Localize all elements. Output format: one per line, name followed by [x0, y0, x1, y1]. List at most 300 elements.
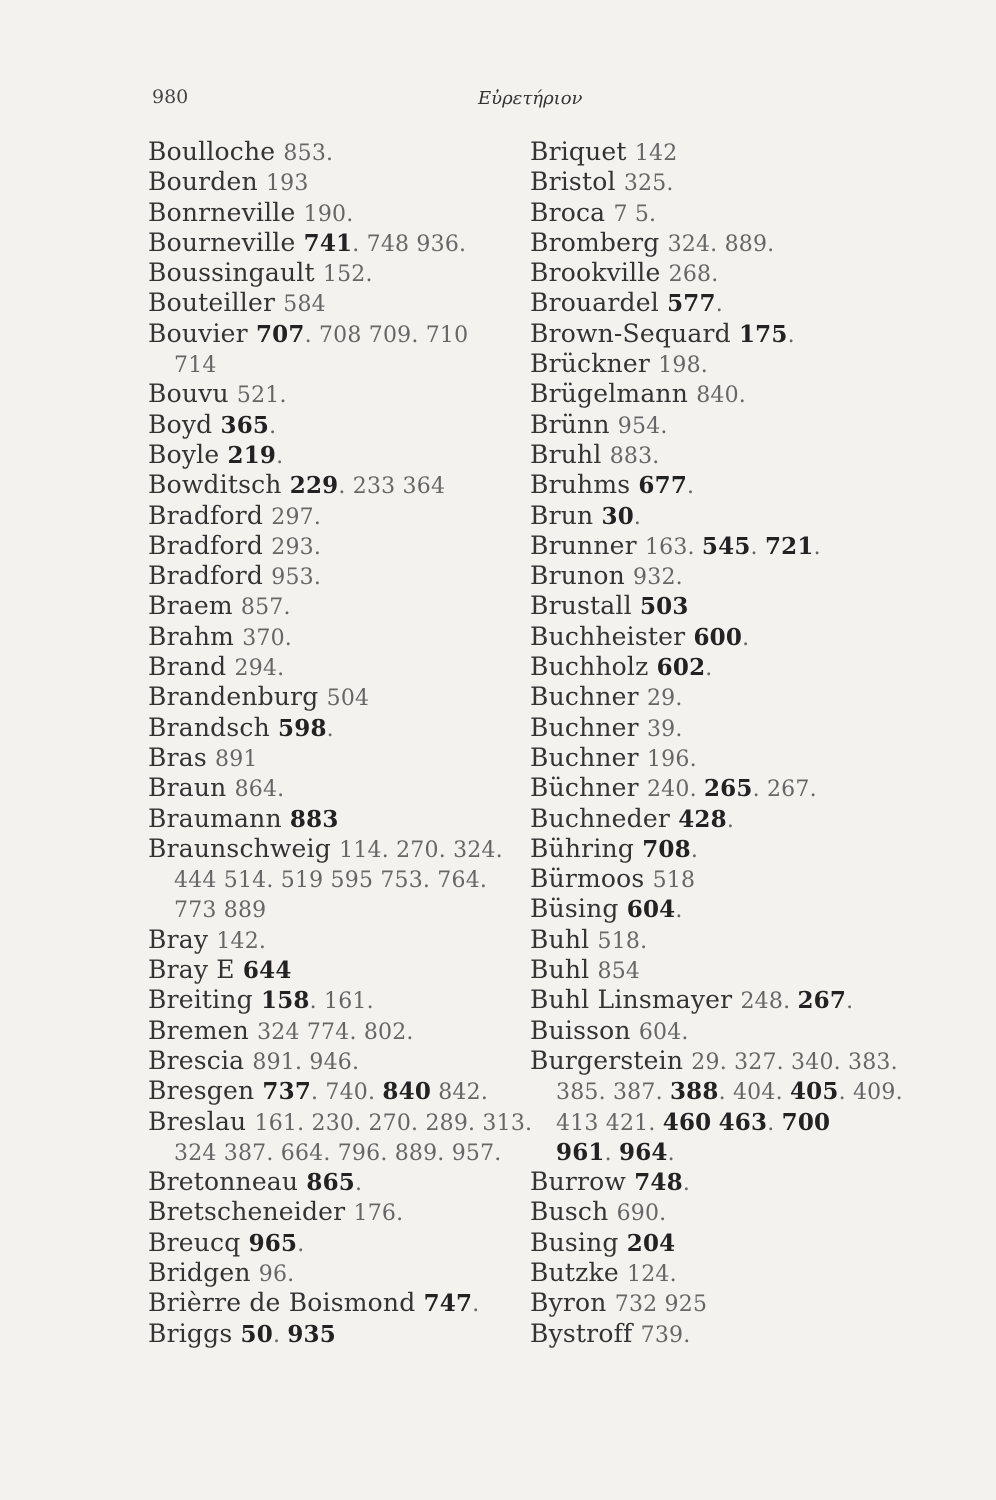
index-entry-name: Brièrre de Boismond: [148, 1288, 416, 1318]
page-ref: .: [787, 322, 795, 348]
page-ref: 161. 230. 270. 289. 313.: [254, 1110, 533, 1136]
index-entry: [530, 289, 940, 319]
index-entry-name: Braunschweig: [148, 833, 331, 863]
page-ref: .: [326, 716, 334, 742]
page-ref: 324. 889.: [667, 231, 775, 257]
index-entry: [530, 774, 940, 804]
index-entry: [148, 259, 518, 289]
index-entry-name: Bradford: [148, 500, 264, 530]
index-entry-page-refs: [174, 1141, 501, 1166]
index-entry-name: Bray E: [148, 955, 235, 985]
page-ref: 932.: [633, 565, 683, 591]
index-entry-page-refs: [667, 292, 723, 317]
index-entry-page-refs: [174, 868, 487, 893]
index-entry-page-refs: [241, 595, 291, 620]
page-ref: . 748 936.: [352, 231, 467, 257]
page-ref: 324 774. 802.: [257, 1019, 414, 1045]
index-entry-name: Bradford: [148, 561, 264, 591]
index-entry-page-refs: [653, 868, 696, 893]
index-entry: [530, 683, 940, 713]
index-entry-name: Buhl Linsmayer: [530, 985, 733, 1015]
index-entry-page-refs: [658, 353, 708, 378]
page-ref: 297.: [271, 504, 322, 530]
index-entry: [530, 350, 940, 380]
index-entry-page-refs: [691, 1050, 898, 1075]
page-ref-primary: 644: [242, 957, 292, 985]
index-entry: [530, 320, 940, 350]
index-entry: [148, 229, 518, 259]
index-entry-name: Boulloche: [148, 137, 276, 166]
index-entry-name: Bras: [148, 742, 207, 772]
index-entry-name: Breslau: [148, 1106, 247, 1136]
index-entry-name: Brandenburg: [148, 682, 319, 712]
page-ref-primary: 365: [220, 411, 270, 439]
index-entry: [148, 441, 518, 471]
page-ref-primary: 600: [693, 623, 743, 651]
page-ref: .: [742, 625, 750, 651]
page-ref-primary: 405: [789, 1078, 839, 1106]
page-ref: 29.: [646, 686, 683, 712]
index-entry-name: Brahm: [148, 621, 235, 651]
page-ref-primary: 961: [556, 1138, 605, 1166]
index-entry-page-refs: [693, 623, 750, 651]
page-ref-primary: 158: [261, 987, 310, 1015]
index-entry-page-refs: [424, 1292, 480, 1317]
page-ref: 293.: [271, 534, 322, 560]
page-ref: .: [690, 837, 699, 863]
index-entry-name: Bretscheneider: [148, 1197, 346, 1227]
index-entry: [148, 1168, 518, 1198]
index-entry: [148, 835, 518, 865]
index-entry-page-refs: [668, 232, 775, 257]
index-entry-continuation: [530, 1077, 940, 1107]
page-ref: 854: [597, 959, 641, 985]
index-entry: [148, 168, 518, 198]
page-ref: 142.: [216, 928, 267, 954]
index-entry-name: Burrow: [530, 1167, 627, 1197]
page-ref-primary: 219: [227, 441, 277, 469]
page-ref-primary: 748: [634, 1169, 683, 1197]
index-entry-name: Breucq: [148, 1227, 241, 1257]
index-entry-page-refs: [248, 1229, 305, 1257]
index-entry: [530, 562, 940, 592]
index-entry-name: Briggs: [148, 1318, 233, 1348]
index-entry-name: Byron: [530, 1288, 607, 1318]
index-entry-name: Bristol: [530, 167, 616, 197]
index-entry-page-refs: [624, 171, 674, 196]
page-ref: 444 514. 519 595 753. 764.: [174, 868, 488, 894]
index-entry: [530, 138, 940, 168]
index-entry-page-refs: [306, 1171, 362, 1196]
index-entry: [530, 592, 940, 622]
index-entry-name: Bradford: [148, 530, 264, 560]
index-entry: [530, 956, 940, 986]
index-entry: [148, 805, 518, 835]
index-entry-name: Brunon: [530, 561, 625, 591]
index-entry-name: Brand: [148, 652, 227, 682]
index-entry-name: Bürmoos: [530, 864, 645, 894]
index-entry-name: Brunner: [530, 530, 637, 560]
index-entry: [530, 259, 940, 289]
index-entry: [148, 380, 518, 410]
index-entry: [148, 1229, 518, 1259]
index-entry-name: Buchneder: [530, 803, 671, 833]
page-ref: .: [682, 1171, 691, 1197]
index-entry: [148, 1077, 518, 1107]
page-ref: 840.: [696, 383, 746, 409]
page-ref-primary: 460: [662, 1108, 712, 1136]
index-entry: [148, 744, 518, 774]
page-ref: 198.: [658, 353, 708, 379]
index-entry: [148, 471, 518, 501]
page-ref: 518.: [597, 928, 648, 954]
index-entry-page-refs: [638, 474, 694, 499]
page-ref: .: [472, 1292, 480, 1318]
page-ref-primary: 721: [764, 532, 814, 560]
page-ref: .: [269, 413, 277, 439]
page-ref-primary: 388: [669, 1078, 719, 1106]
index-entry-continuation: [148, 865, 518, 895]
index-entry-page-refs: [262, 1080, 488, 1105]
page-ref: .: [726, 807, 735, 833]
index-entry-name: Bourneville: [148, 227, 296, 257]
index-entry-page-refs: [634, 1171, 690, 1196]
index-entry: [530, 623, 940, 653]
page-ref-primary: 229: [289, 472, 339, 500]
page-ref-primary: 741: [303, 229, 353, 257]
index-entry-page-refs: [647, 777, 817, 802]
index-entry: [530, 502, 940, 532]
index-entry-page-refs: [278, 714, 334, 742]
index-entry: [148, 199, 518, 229]
page-ref: 370.: [242, 625, 292, 651]
index-entry-name: Büsing: [530, 894, 619, 924]
page-ref: .: [675, 898, 683, 924]
index-entry-name: Bruhl: [530, 439, 602, 469]
index-entry-name: Brandsch: [148, 712, 270, 742]
page-ref: .: [276, 443, 284, 469]
page-ref: 190.: [303, 201, 354, 227]
index-entry-name: Bowditsch: [148, 470, 282, 500]
index-entry: [530, 1289, 940, 1319]
page-ref: 413 421.: [556, 1110, 663, 1136]
page-ref-primary: 964: [619, 1138, 668, 1166]
page-ref-primary: 50: [240, 1320, 273, 1348]
index-column-left: [148, 137, 533, 1350]
page-ref-primary: 840: [382, 1078, 432, 1106]
page-ref: 773 889: [174, 898, 267, 924]
page-ref-primary: 267: [797, 987, 847, 1015]
index-entry: [148, 411, 518, 441]
index-entry-name: Brookville: [530, 258, 661, 288]
index-entry: [530, 926, 940, 956]
page-ref-primary: 707: [255, 320, 305, 348]
index-entry-page-refs: [235, 656, 285, 681]
index-entry-page-refs: [227, 441, 284, 469]
page-ref: . 267.: [752, 777, 817, 803]
index-entry: [530, 1229, 940, 1259]
index-entry-page-refs: [556, 1080, 903, 1105]
index-entry-page-refs: [613, 202, 656, 227]
index-entry-page-refs: [290, 474, 445, 499]
index-entry: [530, 714, 940, 744]
index-entry-name: Brustall: [530, 591, 632, 621]
page-ref-primary: 604: [626, 896, 676, 924]
page-ref: 504: [326, 686, 370, 712]
index-entry: [148, 1320, 518, 1350]
page-ref: 518: [652, 868, 696, 894]
index-entry-name: Bouvu: [148, 379, 229, 409]
page-ref-primary: 677: [638, 472, 688, 500]
index-entry-page-refs: [174, 353, 217, 378]
index-entry-page-refs: [601, 502, 642, 530]
page-ref: 193: [265, 171, 309, 197]
page-ref: 883.: [609, 443, 660, 469]
index-entry-page-refs: [255, 1111, 533, 1136]
page-ref: 385. 387.: [556, 1080, 670, 1106]
index-entry-name: Brun: [530, 500, 594, 530]
index-entry: [148, 623, 518, 653]
index-entry-name: Buisson: [530, 1015, 631, 1045]
index-entry-page-refs: [242, 626, 292, 651]
index-entry-page-refs: [327, 686, 370, 711]
index-entry: [530, 1259, 940, 1289]
page-ref: . 404.: [718, 1080, 790, 1106]
index-entry-page-refs: [627, 898, 683, 923]
index-entry-page-refs: [618, 414, 668, 439]
index-entry-name: Bresgen: [148, 1076, 255, 1106]
index-entry: [148, 138, 518, 168]
page-ref-primary: 883: [289, 805, 339, 833]
page-ref-primary: 865: [306, 1169, 355, 1197]
index-entry-name: Breiting: [148, 985, 253, 1015]
index-entry-continuation: [148, 350, 518, 380]
index-entry-page-refs: [303, 229, 467, 257]
index-entry-name: Brescia: [148, 1045, 245, 1075]
page-ref: .: [633, 504, 642, 530]
page-ref: 584: [283, 292, 326, 318]
index-entry: [148, 1259, 518, 1289]
page-ref-primary: 545: [701, 532, 751, 560]
index-entry-page-refs: [252, 1050, 359, 1075]
page-ref: 268.: [668, 262, 719, 288]
page-ref: 124.: [627, 1261, 677, 1287]
page-ref: 953.: [271, 565, 322, 591]
index-entry-page-refs: [266, 171, 309, 196]
index-entry-page-refs: [642, 835, 699, 863]
index-entry: [530, 1047, 940, 1077]
page-ref-primary: 602: [656, 654, 706, 682]
index-entry-continuation: [148, 895, 518, 925]
index-entry-page-refs: [647, 717, 683, 742]
page-ref: 240.: [646, 777, 704, 803]
index-entry-name: Bouteiller: [148, 288, 276, 318]
page-ref: . 740.: [311, 1080, 383, 1106]
index-entry: [530, 865, 940, 895]
page-ref: 7 5.: [613, 201, 657, 227]
index-entry: [148, 1106, 533, 1138]
page-ref: .: [813, 534, 821, 560]
index-entry-name: Buchner: [530, 712, 639, 742]
index-entry-name: Briquet: [530, 137, 627, 166]
index-entry: [530, 168, 940, 198]
index-entry-name: Bremen: [148, 1015, 249, 1045]
page-ref-primary: 598: [278, 714, 327, 742]
page-ref: 891: [215, 746, 258, 772]
page-ref: 96.: [258, 1261, 295, 1287]
page-ref: 294.: [234, 656, 285, 682]
index-entry-page-refs: [354, 1201, 404, 1226]
page-ref: .: [715, 292, 723, 318]
index-entry-continuation: [148, 1138, 518, 1168]
page-ref-primary: 700: [781, 1108, 831, 1136]
page-ref: 196.: [646, 746, 697, 772]
index-entry-name: Buhl: [530, 924, 590, 954]
index-entry: [530, 1198, 940, 1228]
index-entry-name: Braun: [148, 773, 227, 803]
page-ref: 176.: [353, 1201, 404, 1227]
index-entry-name: Bromberg: [530, 227, 660, 257]
index-entry-name: Büchner: [530, 773, 639, 803]
index-entry-name: Bruhms: [530, 470, 631, 500]
index-entry: [148, 592, 518, 622]
index-entry: [148, 562, 518, 592]
index-entry-page-refs: [740, 989, 853, 1014]
index-entry-page-refs: [259, 1262, 295, 1287]
page-ref: 163.: [644, 534, 702, 560]
index-entry: [148, 683, 518, 713]
page-ref: 864.: [234, 777, 285, 803]
page-ref-primary: 463: [718, 1108, 768, 1136]
index-entry: [148, 653, 518, 683]
index-entry-continuation: [530, 1138, 940, 1168]
index-entry-name: Boyle: [148, 439, 220, 469]
index-entry-name: Buchheister: [530, 621, 686, 651]
index-entry-name: Brown-Sequard: [530, 318, 731, 348]
page-ref: .: [272, 1322, 288, 1348]
index-entry: [530, 895, 940, 925]
page-ref: 142: [634, 141, 678, 166]
index-entry-page-refs: [647, 686, 683, 711]
index-entry: [148, 774, 518, 804]
index-entry-name: Braem: [148, 591, 233, 621]
page-ref-primary: 204: [626, 1229, 676, 1257]
page-ref: 842.: [431, 1080, 489, 1106]
index-entry-name: Buhl: [530, 955, 590, 985]
index-entry-name: Brückner: [530, 349, 651, 379]
index-entry-name: Buchner: [530, 742, 639, 772]
index-entry-page-refs: [633, 565, 683, 590]
index-entry-page-refs: [271, 505, 321, 530]
page-ref: .: [846, 989, 854, 1015]
page-ref-primary: 175: [738, 320, 788, 348]
index-entry-page-refs: [556, 1108, 831, 1136]
index-entry-name: Busch: [530, 1197, 609, 1227]
index-entry-page-refs: [647, 747, 697, 772]
index-entry-name: Brügelmann: [530, 379, 689, 409]
index-entry-name: Buchner: [530, 682, 639, 712]
page-ref: .: [687, 474, 695, 500]
index-entry-page-refs: [617, 1201, 667, 1226]
index-entry: [148, 986, 518, 1016]
index-entry-page-refs: [220, 411, 277, 439]
page-ref: 29. 327. 340. 383.: [691, 1049, 898, 1075]
page-ref: .: [750, 534, 765, 560]
index-entry: [148, 1198, 518, 1228]
index-entry-name: Bouvier: [148, 318, 248, 348]
index-entry: [530, 1017, 940, 1047]
index-entry-page-refs: [255, 320, 469, 348]
page-ref: [711, 1111, 718, 1136]
index-entry-name: Burgerstein: [530, 1045, 684, 1075]
index-entry: [148, 502, 518, 532]
index-entry-page-refs: [289, 805, 339, 833]
index-entry-page-refs: [271, 565, 321, 590]
index-entry-page-refs: [640, 595, 689, 620]
page-ref: 39.: [646, 716, 683, 742]
index-entry: [530, 835, 940, 865]
index-entry-page-refs: [283, 292, 326, 317]
page-ref: 853.: [283, 141, 334, 166]
page-ref: . 409.: [838, 1080, 903, 1106]
index-entry-page-refs: [657, 656, 713, 681]
index-entry-name: Bystroff: [530, 1318, 633, 1348]
index-entry-page-refs: [626, 1229, 676, 1257]
page-ref-primary: 265: [703, 775, 753, 803]
page-ref: 248.: [740, 989, 798, 1015]
index-entry-name: Bonrneville: [148, 197, 296, 227]
index-entry-name: Braumann: [148, 803, 282, 833]
index-entry-page-refs: [243, 959, 292, 984]
index-entry-page-refs: [644, 532, 821, 560]
index-entry-page-refs: [639, 1020, 689, 1045]
index-entry: [530, 411, 940, 441]
index-entry-page-refs: [240, 1320, 336, 1348]
page-ref: 690.: [616, 1201, 667, 1227]
page-ref: 857.: [240, 595, 291, 621]
page-ref: 114. 270. 324.: [339, 837, 503, 863]
index-entry: [148, 1047, 518, 1077]
index-entry-page-refs: [235, 777, 285, 802]
index-entry: [530, 532, 940, 562]
index-entry-page-refs: [304, 202, 354, 227]
index-entry-page-refs: [339, 838, 503, 863]
index-entry-page-refs: [261, 989, 374, 1014]
page-ref: 739.: [640, 1322, 691, 1348]
index-entry: [530, 653, 940, 683]
page-ref-primary: 30: [601, 502, 634, 530]
index-entry-page-refs: [610, 444, 660, 469]
page-ref-primary: 503: [639, 593, 689, 621]
index-entry-page-refs: [283, 141, 333, 166]
index-entry: [530, 805, 940, 835]
index-entry-page-refs: [598, 959, 641, 984]
index-entry: [530, 199, 940, 229]
page-ref: .: [767, 1110, 782, 1136]
index-entry-name: Butzke: [530, 1257, 619, 1287]
running-title: Εὐρετήριον: [478, 88, 583, 109]
index-entry: [148, 320, 518, 350]
index-entry: [148, 956, 518, 986]
index-column-right: [530, 138, 940, 1350]
index-entry-page-refs: [323, 262, 373, 287]
page-number: 980: [152, 86, 189, 108]
index-entry-page-refs: [257, 1020, 414, 1045]
page-ref: .: [355, 1171, 363, 1197]
index-entry-continuation: [530, 1108, 940, 1138]
page-ref: 954.: [617, 413, 668, 439]
index-entry: [530, 1320, 940, 1350]
